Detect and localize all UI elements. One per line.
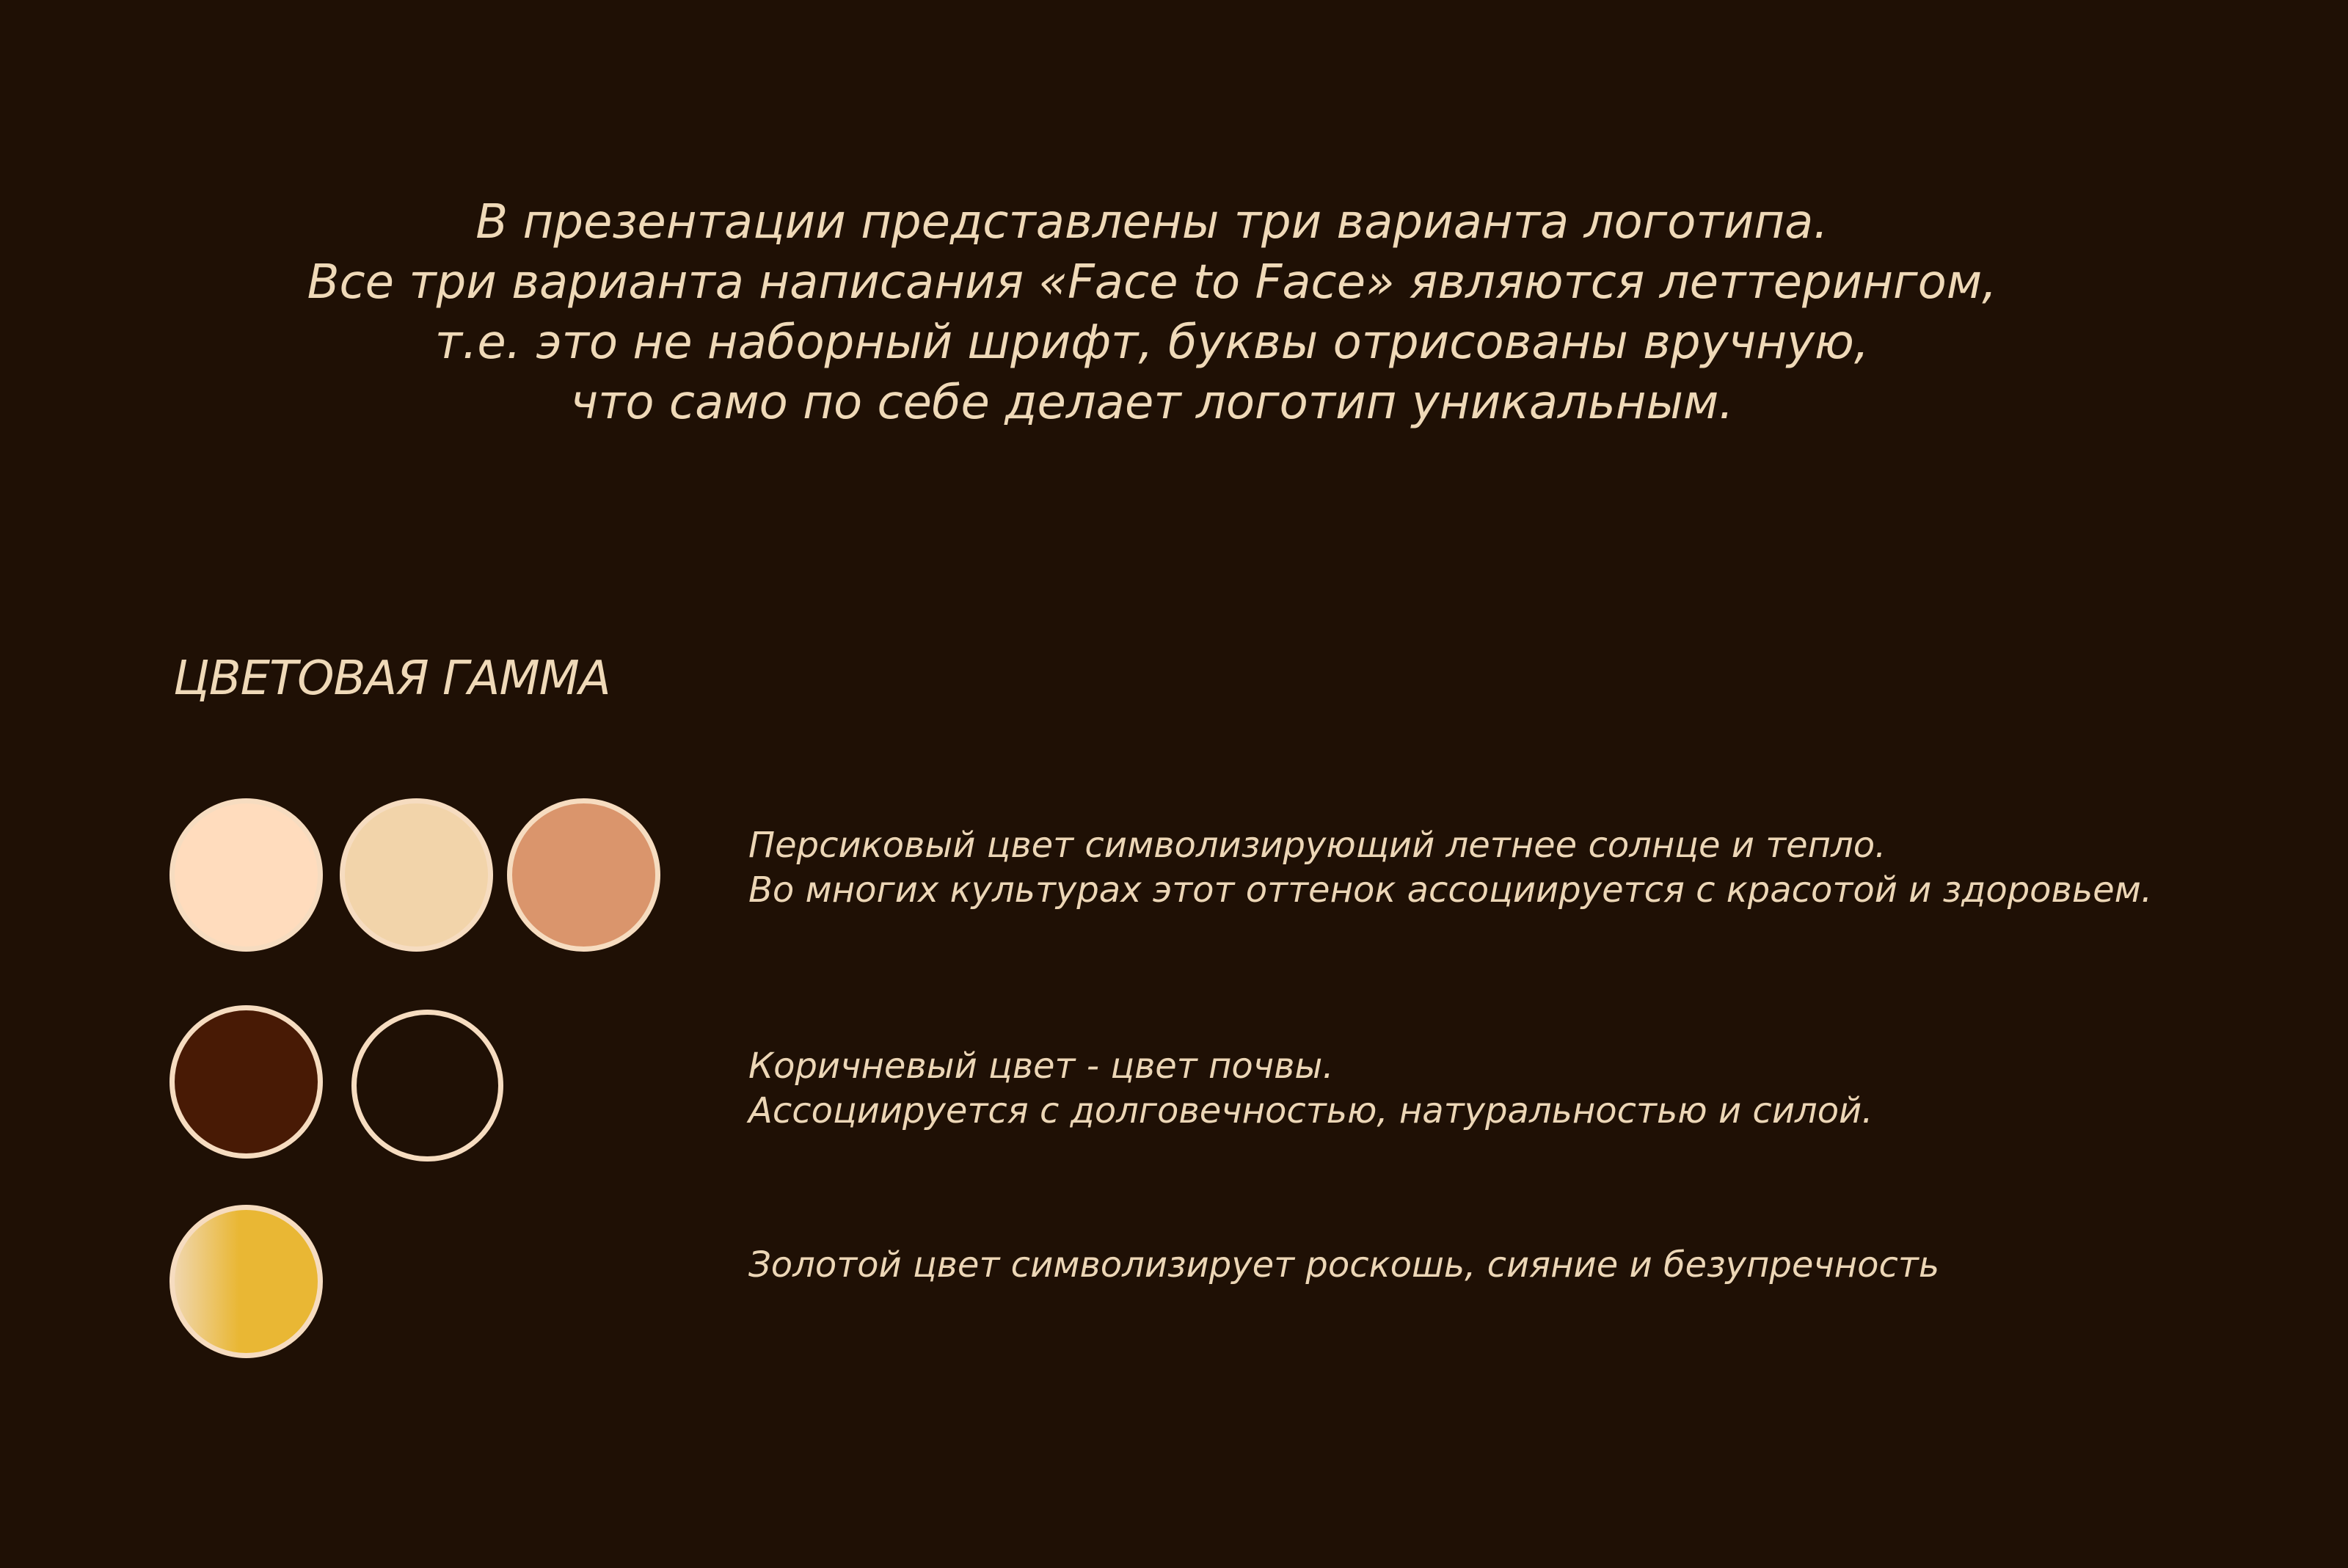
brown-description-line-2: Ассоциируется с долговечностью, натуральностью и силой. [748,1090,1873,1131]
intro-line-3: т.е. это не наборный шрифт, буквы отрисованы вручную, [434,316,1870,370]
intro-text [0,192,2304,433]
peach-description-line-1: Персиковый цвет символизирующий летнее солнце и тепло. [748,825,1886,866]
swatch-gold [169,1205,323,1358]
intro-line-4: что само по себе делает логотип уникальным. [570,376,1734,430]
intro-line-2: Все три варианта написания «Face to Face» являются леттерингом, [307,255,1997,310]
gold-description [748,1243,1939,1288]
brown-description-line-1: Коричневый цвет - цвет почвы. [748,1046,1334,1087]
peach-description-line-2: Во многих культурах этот оттенок ассоциируется с красотой и здоровьем. [748,869,2153,911]
brown-description [748,1044,1873,1134]
palette-title: ЦВЕТОВАЯ ГАММА [173,652,610,706]
swatch-peach-beige [340,798,493,952]
swatch-peach-terracotta [507,798,660,952]
swatch-brown-black [351,1010,503,1162]
swatch-brown-dark [169,1005,323,1159]
peach-description [748,823,2152,913]
gold-description-line-1: Золотой цвет символизирует роскошь, сияние и безупречность [748,1244,1940,1286]
swatch-peach-light [169,798,323,952]
intro-line-1: В презентации представлены три варианта логотипа. [475,195,1829,249]
